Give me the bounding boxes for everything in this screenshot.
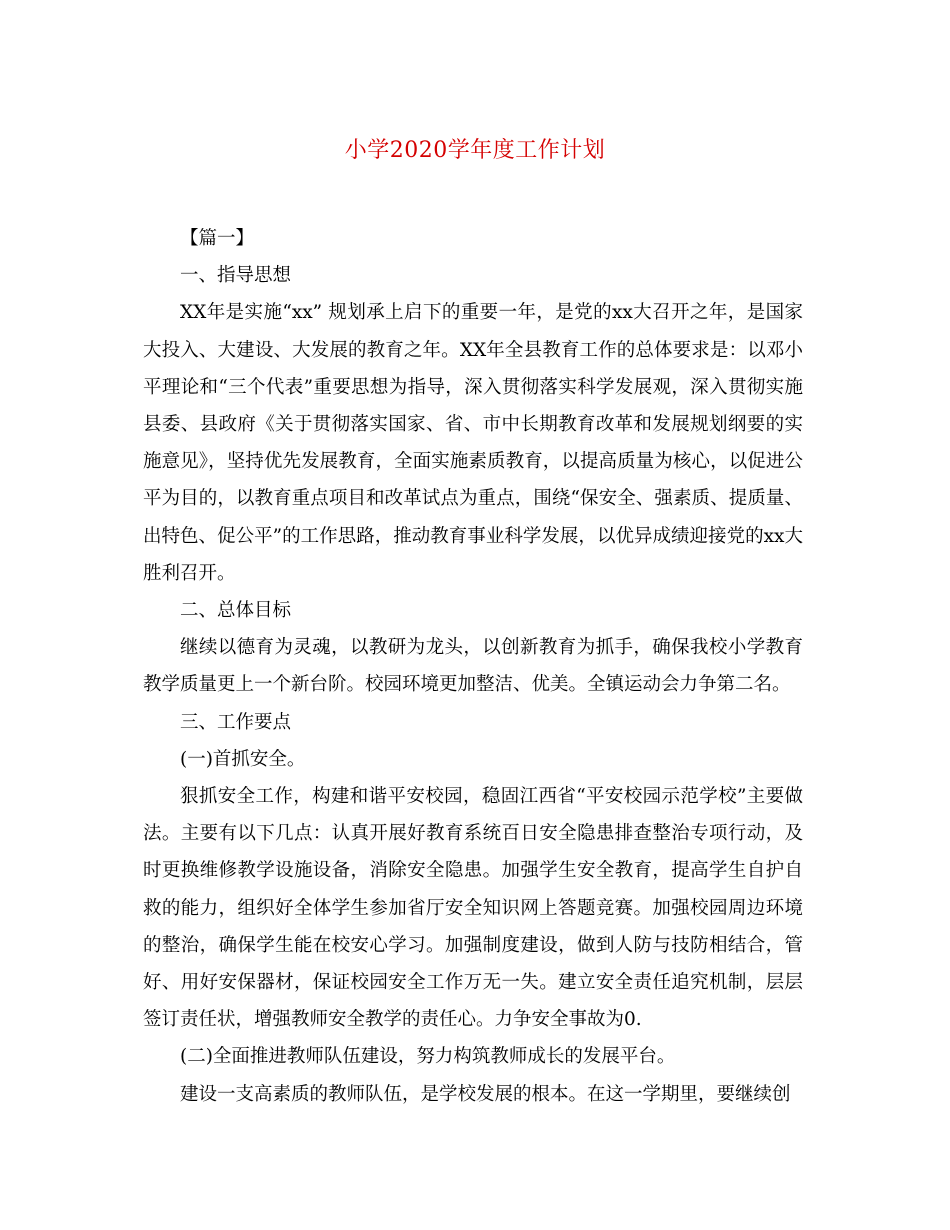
- paragraph-safety: 狠抓安全工作，构建和谐平安校园，稳固江西省“平安校园示范学校”主要做法。主要有以下几点：认真开展好教育系统百日安全隐患排查整治专项行动，及时更换维修教学设施设备，消除安全隐患。加强学生安全教育，提高学生自护自救的能力，组织好全体学生参加省厅安全知识网上答题竞赛。加强校园周边环境的整治，确保学生能在校安心学习。加强制度建设，做到人防与技防相结合，管好、用好安保器材，保证校园安全工作万无一失。建立安全责任追究机制，层层签订责任状，增强教师安全教学的责任心。力争安全事故为0.: [143, 786, 803, 1031]
- subheading-safety: (一)首抓安全。: [180, 748, 306, 770]
- heading-work-points: 三、工作要点: [180, 711, 292, 733]
- document-title: 小学2020学年度工作计划: [344, 138, 606, 163]
- heading-guiding-ideology: 一、指导思想: [180, 265, 292, 287]
- paragraph-teacher-team: 建设一支高素质的教师队伍，是学校发展的根本。在这一学期里，要继续创: [180, 1083, 791, 1105]
- part-label: 【篇一】: [180, 228, 255, 249]
- document-body: [143, 220, 803, 1113]
- heading-overall-goals: 二、总体目标: [180, 600, 292, 622]
- paragraph-guiding-ideology: XX年是实施“xx” 规划承上启下的重要一年，是党的xx大召开之年，是国家大投入、大建设、大发展的教育之年。XX年全县教育工作的总体要求是：以邓小平理论和“三个代表”重要思想为指导，深入贯彻落实科学发展观，深入贯彻实施县委、县政府《关于贯彻落实国家、省、市中长期教育改革和发展规划纲要的实施意见》，坚持优先发展教育，全面实施素质教育，以提高质量为核心，以促进公平为目的，以教育重点项目和改革试点为重点，围绕“保安全、强素质、提质量、出特色、促公平”的工作思路，推动教育事业科学发展，以优异成绩迎接党的xx大胜利召开。: [143, 302, 803, 584]
- paragraph-overall-goals: 继续以德育为灵魂，以教研为龙头，以创新教育为抓手，确保我校小学教育教学质量更上一个新台阶。校园环境更加整洁、优美。全镇运动会力争第二名。: [143, 637, 803, 696]
- subheading-teacher-team: (二)全面推进教师队伍建设，努力构筑教师成长的发展平台。: [180, 1046, 676, 1068]
